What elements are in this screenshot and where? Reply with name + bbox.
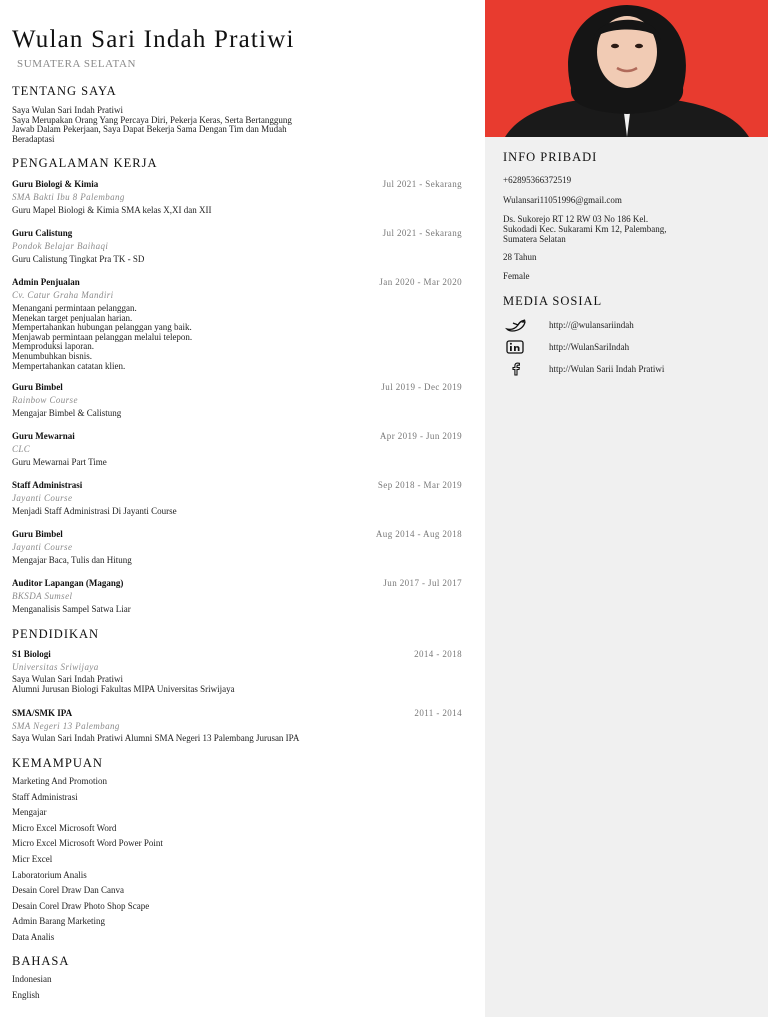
job-title: Guru Mewarnai [12,431,75,441]
experience-heading: PENGALAMAN KERJA [12,156,158,170]
job-desc-line: Menumbuhkan bisnis. [12,350,92,361]
skill-item: Admin Barang Marketing [12,916,105,927]
job-date: Jul 2019 - Dec 2019 [381,382,462,392]
job-date: Jan 2020 - Mar 2020 [379,277,462,287]
job-desc-line: Menjawab permintaan pelanggan melalui telepon. [12,331,193,342]
job-title: Admin Penjualan [12,277,80,287]
job-org: SMA Bakti Ibu 8 Palembang [12,192,125,202]
twitter-icon [505,318,527,332]
profile-photo-illustration [485,0,768,137]
about-text [12,106,292,144]
language-item: English [12,989,40,1000]
job-desc-line: Menekan target penjualan harian. [12,312,133,323]
job-desc [12,605,131,615]
info-phone: +62895366372519 [503,175,572,185]
education-title: SMA/SMK IPA [12,708,73,718]
job-org: CLC [12,444,31,454]
job-desc [12,409,121,419]
job-desc-line: Mengajar Baca, Tulis dan Hitung [12,555,132,565]
job-date: Apr 2019 - Jun 2019 [379,431,462,441]
job-desc [12,458,107,468]
social-item-linkedin[interactable] [505,340,755,356]
about-line: Saya Wulan Sari Indah Pratiwi [12,105,123,115]
job-org: BKSDA Sumsel [12,591,73,601]
education-date: 2014 - 2018 [414,649,462,659]
job-desc [12,507,177,517]
language-item: Indonesian [12,974,52,984]
education-org: Universitas Sriwijaya [12,662,99,672]
twitter-link[interactable]: http://@wulansariindah [549,320,634,330]
job-org: Jayanti Course [12,493,73,503]
info-email[interactable]: Wulansari11051996@gmail.com [503,195,622,205]
address-line: Sumatera Selatan [503,233,566,244]
skill-item: Micro Excel Microsoft Word [12,822,117,833]
address-line: Sukodadi Kec. Sukarami Km 12, Palembang, [503,223,667,234]
education-desc-line: Saya Wulan Sari Indah Pratiwi [12,674,123,684]
job-desc-line: Guru Calistung Tingkat Pra TK - SD [12,254,145,264]
profile-photo [485,0,768,137]
job-title: Staff Administrasi [12,480,83,490]
skill-item: Micr Excel [12,853,53,864]
info-heading: INFO PRIBADI [503,150,598,164]
job-date: Jun 2017 - Jul 2017 [383,578,462,588]
job-desc-line: Mempertahankan hubungan pelanggan yang baik. [12,322,192,333]
education-desc-line: Saya Wulan Sari Indah Pratiwi Alumni SMA Negeri 13 Palembang Jurusan IPA [12,733,300,743]
about-line: Jawab Dalam Pekerjaan, Saya Dapat Bekerja Sama Dengan Tim dan Mudah [12,124,287,135]
skill-item: Laboratorium Analis [12,869,87,880]
facebook-link[interactable]: http://Wulan Sarii Indah Pratiwi [549,364,665,374]
candidate-name: Wulan Sari Indah Pratiwi [12,26,295,53]
skill-item: Mengajar [12,807,47,818]
social-heading: MEDIA SOSIAL [503,294,603,308]
education-desc [12,734,299,744]
address-line: Ds. Sukorejo RT 12 RW 03 No 186 Kel. [503,214,649,224]
job-desc-line: Guru Mewarnai Part Time [12,457,107,467]
facebook-icon [505,362,527,376]
job-desc [12,304,192,371]
skill-item: Desain Corel Draw Dan Canva [12,885,124,896]
job-desc-line: Memproduksi laporan. [12,341,94,352]
job-date: Aug 2014 - Aug 2018 [375,529,462,539]
skills-heading: KEMAMPUAN [12,756,103,770]
job-desc-line: Guru Mapel Biologi & Kimia SMA kelas X,XI dan XII [12,205,212,215]
job-title: Auditor Lapangan (Magang) [12,578,124,588]
job-desc-line: Mengajar Bimbel & Calistung [12,408,122,418]
job-desc [12,255,144,265]
languages-heading: BAHASA [12,954,70,968]
about-line: Saya Merupakan Orang Yang Percaya Diri, Pekerja Keras, Serta Bertanggung [12,114,292,125]
skill-item: Micro Excel Microsoft Word Power Point [12,838,163,849]
info-age: 28 Tahun [503,252,537,262]
skill-item: Marketing And Promotion [12,776,107,786]
skills-list [12,776,163,948]
about-heading: TENTANG SAYA [12,84,117,98]
job-date: Jul 2021 - Sekarang [382,228,462,238]
job-title: Guru Biologi & Kimia [12,179,99,189]
sidebar [485,0,768,1017]
job-date: Sep 2018 - Mar 2019 [377,480,462,490]
job-org: Pondok Belajar Baihaqi [12,241,109,251]
education-heading: PENDIDIKAN [12,627,100,641]
languages-list [12,974,52,1005]
job-org: Cv. Catur Graha Mandiri [12,290,114,300]
job-title: Guru Calistung [12,228,73,238]
job-desc [12,556,132,566]
job-title: Guru Bimbel [12,529,63,539]
education-title: S1 Biologi [12,649,51,659]
education-desc [12,675,235,694]
linkedin-link[interactable]: http://WulanSariIndah [549,342,630,352]
job-title: Guru Bimbel [12,382,63,392]
education-org: SMA Negeri 13 Palembang [12,721,120,731]
job-desc-line: Menjadi Staff Administrasi Di Jayanti Course [12,506,177,516]
linkedin-icon [505,340,527,354]
social-item-facebook[interactable] [505,362,755,378]
social-item-twitter[interactable] [505,318,755,334]
skill-item: Staff Administrasi [12,791,78,802]
skill-item: Desain Corel Draw Photo Shop Scape [12,900,150,911]
skill-item: Data Analis [12,931,55,942]
job-date: Jul 2021 - Sekarang [382,179,462,189]
about-line: Beradaptasi [12,133,55,144]
job-desc-line: Menganalisis Sampel Satwa Liar [12,604,131,614]
job-desc [12,206,211,216]
candidate-location: SUMATERA SELATAN [17,58,137,70]
education-date: 2011 - 2014 [414,708,462,718]
info-gender: Female [503,271,530,281]
info-address [503,215,758,244]
job-desc-line: Menangani permintaan pelanggan. [12,303,137,313]
job-org: Jayanti Course [12,542,73,552]
job-desc-line: Mempertahankan catatan klien. [12,360,126,371]
education-desc-line: Alumni Jurusan Biologi Fakultas MIPA Universitas Sriwijaya [12,683,235,694]
job-org: Rainbow Course [12,395,78,405]
